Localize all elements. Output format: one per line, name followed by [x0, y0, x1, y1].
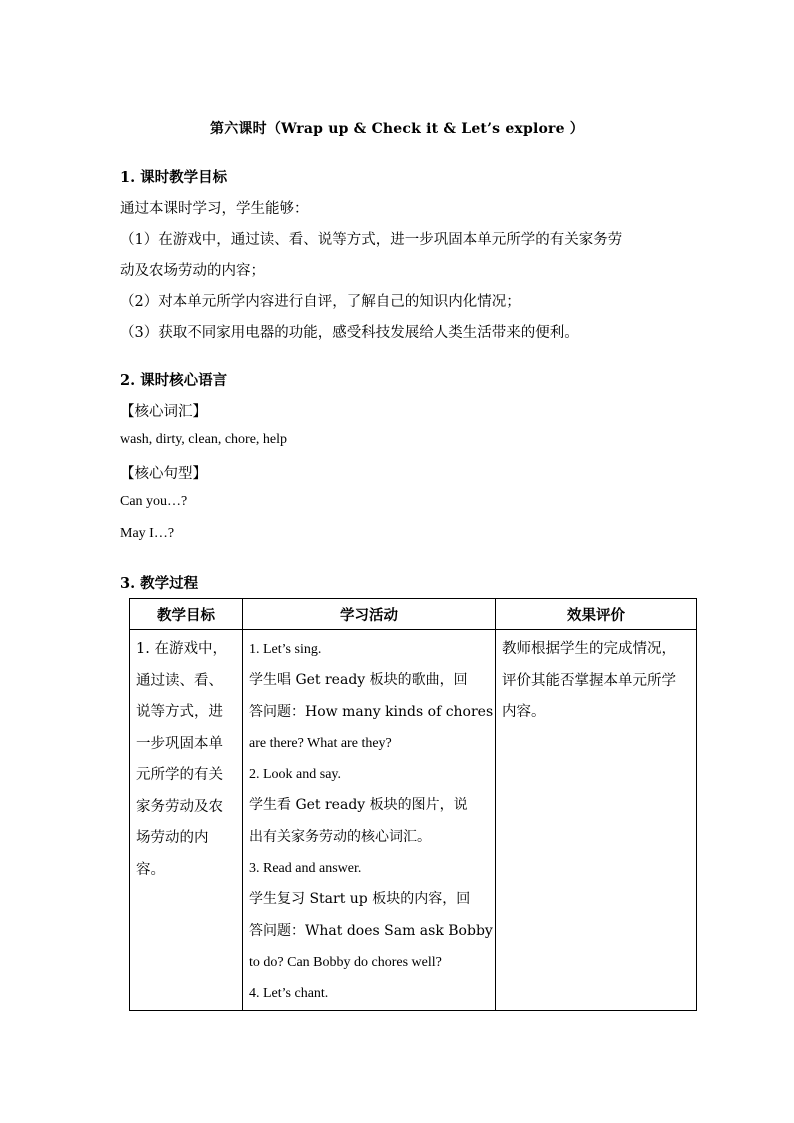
pattern-label: 【核心句型】: [120, 466, 207, 482]
activity-line: 2. Look and say.: [249, 767, 342, 783]
lesson-title: 第六课时（Wrap up & Check it & Let’s explore ）: [210, 121, 584, 137]
objectives-intro: 通过本课时学习，学生能够：: [120, 201, 309, 217]
activity-line: 出有关家务劳动的核心词汇。: [249, 828, 431, 845]
header-learning-activity: 学习活动: [243, 599, 496, 630]
section-3-heading: 3. 教学过程: [120, 575, 199, 592]
goal-text: 1. 在游戏中，通过读、看、说等方式，进一步巩固本单元所学的有关家务劳动及农场劳动的内容。: [136, 641, 227, 878]
activity-line: 答问题：What does Sam ask Bobby: [249, 922, 493, 939]
activity-line: 学生唱 Get ready 板块的歌曲，回: [249, 672, 468, 689]
activity-line: 4. Let’s chant.: [249, 986, 329, 1002]
header-evaluation: 效果评价: [496, 599, 697, 630]
objective-2: （2）对本单元所学内容进行自评，了解自己的知识内化情况；: [120, 294, 521, 310]
activity-line: are there? What are they?: [249, 735, 392, 751]
goal-cell: [130, 630, 243, 1011]
activity-line: 学生复习 Start up 板块的内容，回: [249, 891, 471, 908]
evaluation-cell: [496, 630, 697, 1011]
objective-1-line-2: 动及农场劳动的内容；: [120, 263, 265, 279]
activity-line: 学生看 Get ready 板块的图片，说: [249, 797, 468, 814]
objective-3: （3）获取不同家用电器的功能，感受科技发展给人类生活带来的便利。: [120, 325, 579, 341]
activity-line: 3. Read and answer.: [249, 861, 362, 877]
core-pattern-2: May I…?: [120, 526, 175, 541]
core-vocabulary: wash, dirty, clean, chore, help: [120, 432, 288, 447]
header-teaching-goal: 教学目标: [130, 599, 243, 630]
section-1-heading: 1. 课时教学目标: [120, 169, 228, 186]
core-pattern-1: Can you…?: [120, 494, 188, 509]
vocab-label: 【核心词汇】: [120, 404, 207, 420]
table-header-row: [130, 599, 697, 630]
activity-line: 1. Let’s sing.: [249, 642, 322, 657]
section-2-heading: 2. 课时核心语言: [120, 372, 228, 389]
activity-line: to do? Can Bobby do chores well?: [249, 954, 442, 970]
table-row: [130, 630, 697, 1011]
evaluation-text: 教师根据学生的完成情况，评价其能否掌握本单元所学内容。: [502, 641, 676, 720]
activity-line: 答问题：How many kinds of chores: [249, 703, 494, 720]
activity-cell: [243, 630, 496, 1011]
objective-1-line-1: （1）在游戏中，通过读、看、说等方式，进一步巩固本单元所学的有关家务劳: [120, 232, 623, 248]
teaching-process-table: [129, 598, 697, 1011]
